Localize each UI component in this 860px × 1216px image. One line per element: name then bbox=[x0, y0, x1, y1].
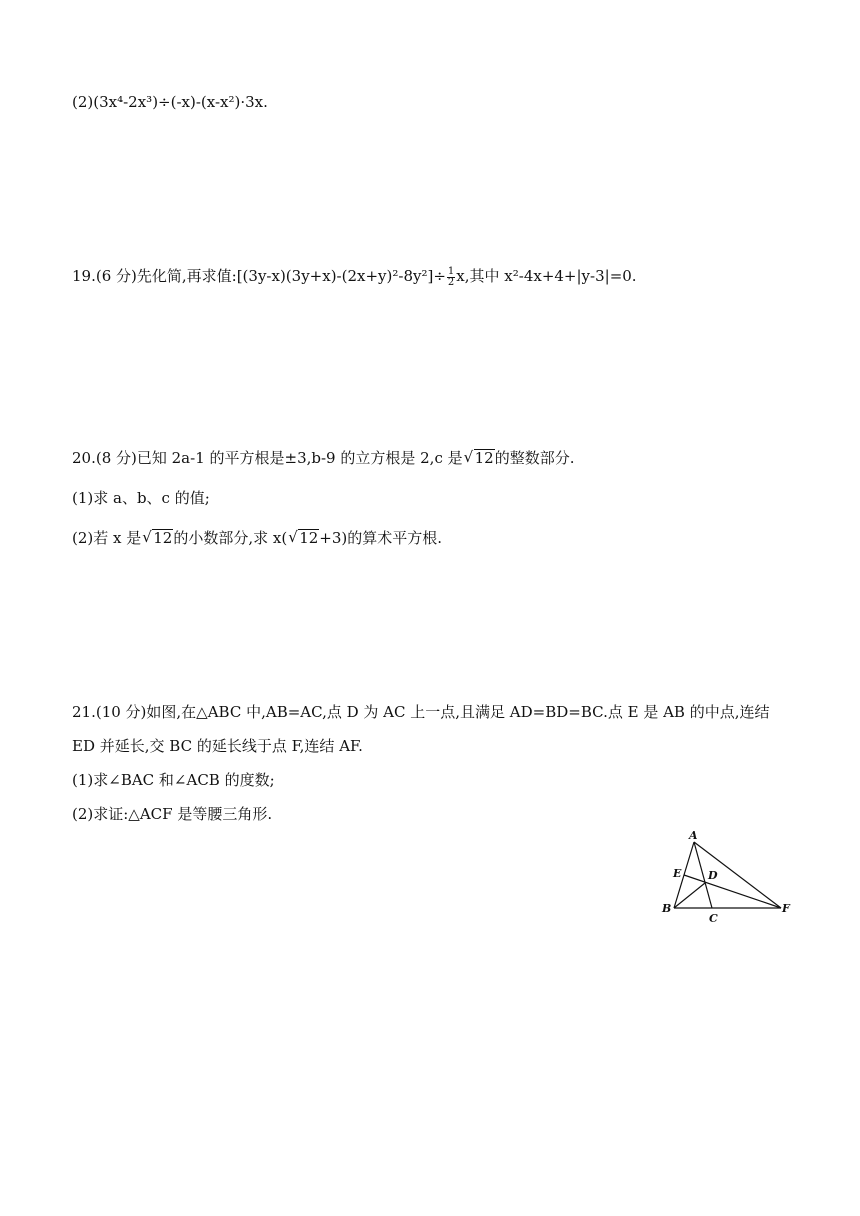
q19-frac-den: 2 bbox=[447, 276, 455, 288]
radicand: 12 bbox=[474, 449, 494, 467]
q20-stem bbox=[72, 448, 575, 468]
radicand: 12 bbox=[153, 529, 173, 547]
q19-suffix: x,其中 x²-4x+4+|y-3|=0. bbox=[456, 267, 637, 285]
q21-part2: (2)求证:△ACF 是等腰三角形. bbox=[72, 805, 273, 823]
q19-prefix: 19.(6 分)先化简,再求值:[(3y-x)(3y+x)-(2x+y)²-8y²]÷ bbox=[72, 267, 446, 285]
q20-stem-a: 20.(8 分)已知 2a-1 的平方根是±3,b-9 的立方根是 2,c 是 bbox=[72, 449, 463, 467]
q21-line2: ED 并延长,交 BC 的延长线于点 F,连结 AF. bbox=[72, 737, 363, 755]
label-d: D bbox=[708, 869, 718, 882]
sqrt-12 bbox=[464, 448, 495, 468]
q19-text bbox=[72, 266, 637, 288]
label-b: B bbox=[662, 902, 672, 915]
sqrt-12 bbox=[142, 528, 173, 548]
sqrt-12 bbox=[288, 528, 319, 548]
q20-part2-b: 的小数部分,求 x( bbox=[173, 529, 288, 547]
q20-part2-a: (2)若 x 是 bbox=[72, 529, 142, 547]
triangle-figure bbox=[656, 828, 800, 924]
label-e: E bbox=[673, 867, 682, 880]
radicand: 12 bbox=[299, 529, 319, 547]
q18-part2: (2)(3x⁴-2x³)÷(-x)-(x-x²)·3x. bbox=[72, 93, 268, 111]
label-a: A bbox=[689, 829, 698, 842]
q20-part2 bbox=[72, 528, 442, 548]
q20-part1: (1)求 a、b、c 的值; bbox=[72, 489, 210, 507]
q19-fraction bbox=[447, 267, 455, 288]
q20-stem-b: 的整数部分. bbox=[494, 449, 575, 467]
q21-part1: (1)求∠BAC 和∠ACB 的度数; bbox=[72, 771, 275, 789]
label-f: F bbox=[782, 902, 790, 915]
q21-line1: 21.(10 分)如图,在△ABC 中,AB=AC,点 D 为 AC 上一点,且满足 AD=BD=BC.点 E 是 AB 的中点,连结 bbox=[72, 703, 770, 721]
label-c: C bbox=[709, 912, 718, 924]
q20-part2-c: +3)的算术平方根. bbox=[319, 529, 443, 547]
q19-frac-num: 1 bbox=[447, 265, 455, 277]
segment-ef bbox=[684, 875, 781, 908]
segment-bd bbox=[674, 883, 705, 908]
